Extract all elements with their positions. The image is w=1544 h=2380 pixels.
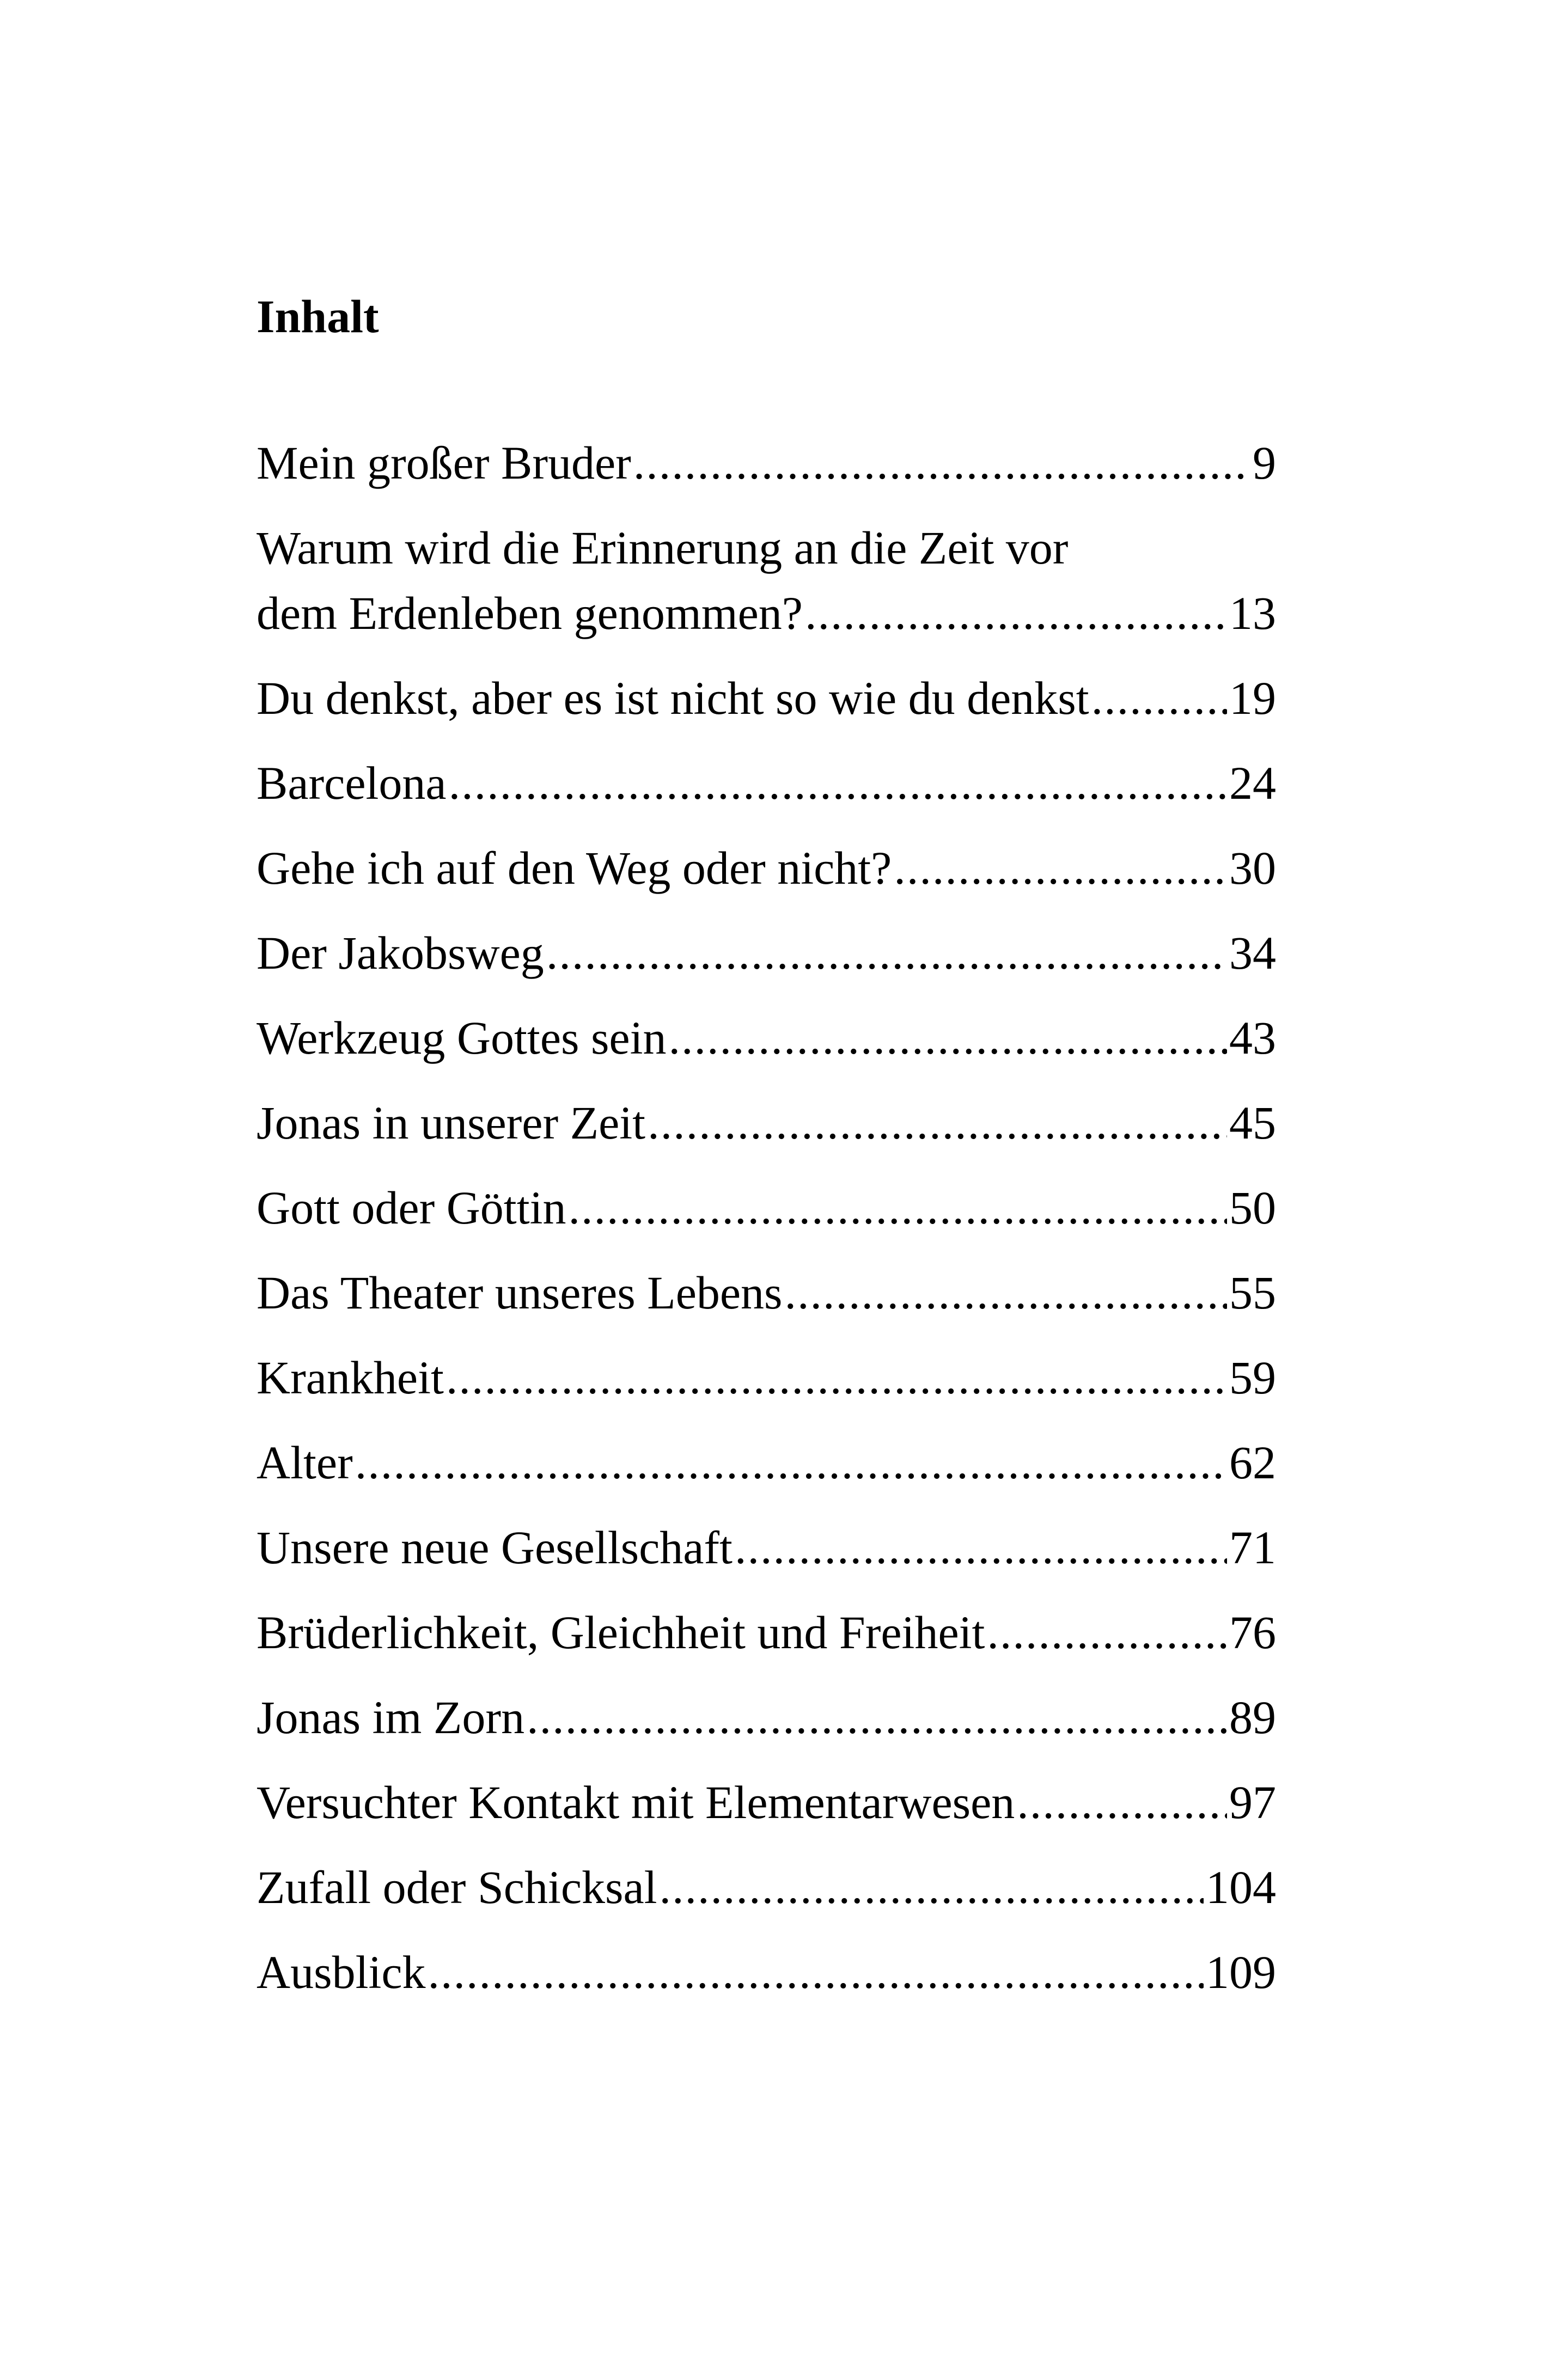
toc-line xyxy=(257,750,1276,816)
toc-line xyxy=(257,1005,1276,1070)
toc-entry-11 xyxy=(257,1345,1276,1410)
toc-entry-page: 62 xyxy=(1229,1436,1276,1489)
toc-entry-page: 19 xyxy=(1229,672,1276,724)
toc-entry-page: 13 xyxy=(1229,587,1276,639)
toc-entry-page: 89 xyxy=(1229,1691,1276,1743)
toc-entry-5 xyxy=(257,835,1276,901)
toc-leader-dots xyxy=(1091,665,1227,731)
toc-entry-12 xyxy=(257,1430,1276,1495)
toc-entry-title: Versuchter Kontakt mit Elementarwesen xyxy=(257,1776,1015,1828)
toc-entry-1 xyxy=(257,430,1276,495)
toc-line xyxy=(257,1515,1276,1580)
toc-entry-17 xyxy=(257,1855,1276,1920)
toc-leader-dots xyxy=(669,1005,1228,1070)
toc-line xyxy=(257,580,1276,646)
toc-entry-13 xyxy=(257,1515,1276,1580)
toc-entry-page: 104 xyxy=(1206,1861,1276,1913)
toc-leader-dots xyxy=(805,580,1227,646)
toc-entry-page: 71 xyxy=(1229,1521,1276,1574)
toc-line xyxy=(257,1685,1276,1750)
toc-entry-page: 45 xyxy=(1229,1097,1276,1149)
toc-entry-title: Gott oder Göttin xyxy=(257,1182,566,1234)
toc-leader-dots xyxy=(446,1345,1227,1410)
toc-line xyxy=(257,1175,1276,1240)
toc-entry-title: Das Theater unseres Lebens xyxy=(257,1267,783,1319)
toc-leader-dots xyxy=(894,835,1227,901)
toc-entry-title-line1: Warum wird die Erinnerung an die Zeit vor xyxy=(257,522,1069,574)
toc-leader-dots xyxy=(785,1260,1227,1325)
toc-entry-title: Gehe ich auf den Weg oder nicht? xyxy=(257,842,892,894)
toc-entry-title: Jonas in unserer Zeit xyxy=(257,1097,646,1149)
toc-entry-7 xyxy=(257,1005,1276,1070)
toc-line xyxy=(257,835,1276,901)
toc-entry-title: Krankheit xyxy=(257,1351,444,1404)
toc-entry-page: 109 xyxy=(1206,1946,1276,1998)
toc-leader-dots xyxy=(1017,1770,1227,1835)
toc-leader-dots xyxy=(660,1855,1204,1920)
toc-entry-title: Der Jakobsweg xyxy=(257,927,544,979)
toc-line xyxy=(257,1345,1276,1410)
toc-entry-title: Zufall oder Schicksal xyxy=(257,1861,657,1913)
toc-leader-dots xyxy=(569,1175,1228,1240)
toc-entry-title: Jonas im Zorn xyxy=(257,1691,525,1743)
toc-entry-16 xyxy=(257,1770,1276,1835)
toc-line xyxy=(257,1940,1276,2005)
toc-entry-18 xyxy=(257,1940,1276,2005)
toc-leader-dots xyxy=(648,1090,1227,1155)
toc-entry-page: 9 xyxy=(1253,437,1276,489)
toc-entry-title: Unsere neue Gesellschaft xyxy=(257,1521,733,1574)
toc-entry-4 xyxy=(257,750,1276,816)
toc-entry-9 xyxy=(257,1175,1276,1240)
toc-entry-page: 76 xyxy=(1229,1606,1276,1659)
toc-entry-page: 50 xyxy=(1229,1182,1276,1234)
toc-entry-8 xyxy=(257,1090,1276,1155)
toc-entry-page: 59 xyxy=(1229,1351,1276,1404)
toc-leader-dots xyxy=(355,1430,1227,1495)
toc-entry-14 xyxy=(257,1600,1276,1665)
toc-entry-title: Barcelona xyxy=(257,757,447,809)
toc-entry-page: 43 xyxy=(1229,1012,1276,1064)
toc-entry-title: Du denkst, aber es ist nicht so wie du denkst xyxy=(257,672,1089,724)
toc-entry-page: 30 xyxy=(1229,842,1276,894)
toc-line xyxy=(257,1600,1276,1665)
toc-line xyxy=(257,1855,1276,1920)
toc-line xyxy=(257,430,1276,495)
toc-entry-3 xyxy=(257,665,1276,731)
toc-entry-title: Brüderlichkeit, Gleichheit und Freiheit xyxy=(257,1606,985,1659)
toc-line xyxy=(257,1260,1276,1325)
toc-entry-title: Werkzeug Gottes sein xyxy=(257,1012,667,1064)
toc-leader-dots xyxy=(546,920,1227,986)
toc-entry-title: Alter xyxy=(257,1436,353,1489)
toc-leader-dots xyxy=(527,1685,1227,1750)
toc-leader-dots xyxy=(633,430,1250,495)
toc-line xyxy=(257,1770,1276,1835)
toc-entry-page: 34 xyxy=(1229,927,1276,979)
toc-line xyxy=(257,1430,1276,1495)
toc-entry-page: 55 xyxy=(1229,1267,1276,1319)
toc-entry-page: 24 xyxy=(1229,757,1276,809)
toc-line xyxy=(257,665,1276,731)
toc-entry-page: 97 xyxy=(1229,1776,1276,1828)
toc-leader-dots xyxy=(987,1600,1227,1665)
toc-line xyxy=(257,1090,1276,1155)
toc-leader-dots xyxy=(428,1940,1204,2005)
toc-leader-dots xyxy=(449,750,1227,816)
toc-leader-dots xyxy=(735,1515,1227,1580)
toc-list xyxy=(257,430,1276,2024)
toc-entry-10 xyxy=(257,1260,1276,1325)
toc-entry-title: Ausblick xyxy=(257,1946,426,1998)
toc-entry-title-line2: dem Erdenleben genommen? xyxy=(257,587,803,639)
toc-heading: Inhalt xyxy=(257,290,379,342)
toc-entry-2 xyxy=(257,515,1276,646)
toc-line xyxy=(257,920,1276,986)
toc-entry-15 xyxy=(257,1685,1276,1750)
toc-entry-6 xyxy=(257,920,1276,986)
toc-entry-title: Mein großer Bruder xyxy=(257,437,631,489)
